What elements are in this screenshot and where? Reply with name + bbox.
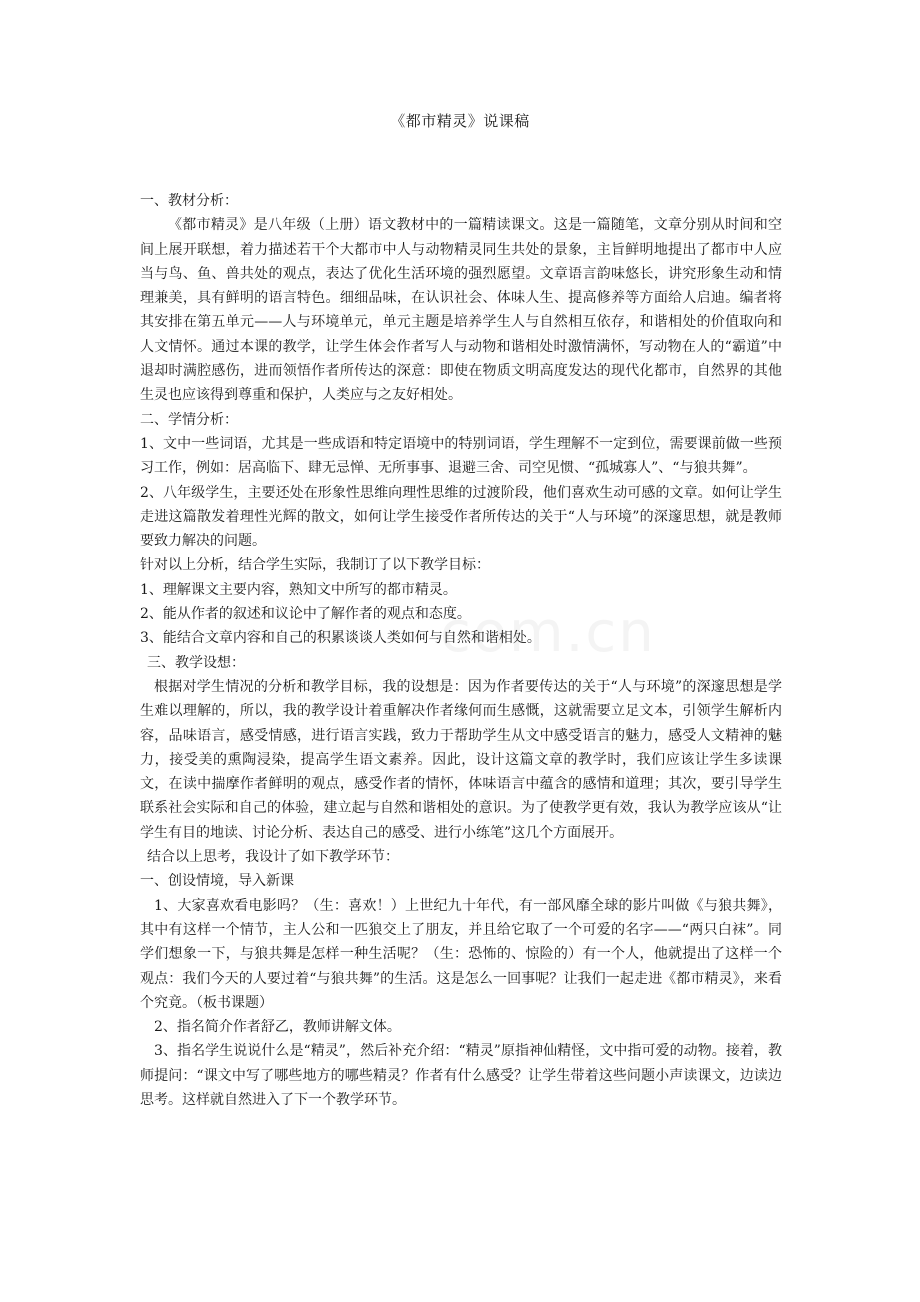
section-heading-materials: 一、教材分析： (140, 193, 238, 209)
watermark: com.cn (440, 600, 656, 665)
section-heading-design: 三、教学设想： (147, 654, 245, 671)
step-1-item-1: 1、大家喜欢看电影吗？（生：喜欢！）上世纪九十年代，有一部风靡全球的影片叫做《与狼共舞》，其中有这样一个情节，主人公和一匹狼交上了朋友，并且给它取了一个可爱的名字——“两只白袜”。同学们想象一下，与狼共舞是怎样一种生活呢？（生：恐怖的、惊险的）有一个人，他就提出了这样一个观点：我们今天的人要过着“与狼共舞”的生活。这是怎么一回事呢？让我们一起走进《都市精灵》，来看个究竟。（板书课题） (140, 897, 782, 1011)
document-body (140, 189, 782, 1112)
goal-item-3: 3、能结合文章内容和自己的积累谈谈人类如何与自然和谐相处。 (140, 630, 541, 647)
document-title: 《都市精灵》说课稿 (390, 112, 530, 130)
goal-item-1: 1、理解课文主要内容，熟知文中所写的都市精灵。 (140, 581, 457, 598)
paragraph-design: 根据对学生情况的分析和教学目标，我的设想是：因为作者要传达的关于“人与环境”的深邃思想是学生难以理解的，所以，我的教学设计着重解决作者缘何而生感慨，这就需要立足文本，引领学生解析内容，品味语言，感受情感，进行语言实践，致力于帮助学生从文中感受语言的魅力，感受人文精神的魅力，接受美的熏陶浸染，提高学生语文素养。因此，设计这篇文章的教学时，我们应该让学生多读课文，在读中揣摩作者鲜明的观点，感受作者的情怀，体味语言中蕴含的感情和道理；其次，要引导学生联系社会实际和自己的体验，建立起与自然和谐相处的意识。为了使教学更有效，我认为教学应该从“让学生有目的地读、讨论分析、表达自己的感受、进行小练笔”这几个方面展开。 (140, 678, 782, 841)
step-1-item-3: 3、指名学生说说什么是“精灵”，然后补充介绍：“精灵”原指神仙精怪，文中指可爱的动物。接着，教师提问：“课文中写了哪些地方的哪些精灵？作者有什么感受？让学生带着这些问题小声读课文，边读边思考。这样就自然进入了下一个教学环节。 (140, 1043, 782, 1108)
goal-item-2: 2、能从作者的叙述和议论中了解作者的观点和态度。 (140, 606, 471, 623)
paragraph-students-2: 2、八年级学生，主要还处在形象性思维向理性思维的过渡阶段，他们喜欢生动可感的文章。如何让学生走进这篇散发着理性光辉的散文，如何让学生接受作者所传达的关于“人与环境”的深邃思想，就是教师要致力解决的问题。 (140, 484, 782, 550)
step-1-item-2: 2、指名简介作者舒乙，教师讲解文体。 (154, 1019, 401, 1036)
paragraph-students-1: 1、文中一些词语，尤其是一些成语和特定语境中的特别词语，学生理解不一定到位，需要课前做一些预习工作，例如：居高临下、肆无忌惮、无所事事、退避三舍、司空见惯、“孤城寡人”、“与狼共舞”。 (140, 435, 782, 477)
paragraph-materials-analysis: 《都市精灵》是八年级（上册）语文教材中的一篇精读课文。这是一篇随笔，文章分别从时间和空间上展开联想，着力描述若干个大都市中人与动物精灵同生共处的景象，主旨鲜明地提出了都市中人应当与鸟、鱼、兽共处的观点，表达了优化生活环境的强烈愿望。文章语言韵味悠长，讲究形象生动和情理兼美，具有鲜明的语言特色。细细品味，在认识社会、体味人生、提高修养等方面给人启迪。编者将其安排在第五单元——人与环境单元，单元主题是培养学生人与自然相互依存，和谐相处的价值取向和人文情怀。通过本课的教学，让学生体会作者写人与动物和谐相处时激情满怀，写动物在人的“霸道”中退却时满腔感伤，进而领悟作者所传达的深意：即使在物质文明高度发达的现代化都市，自然界的其他生灵也应该得到尊重和保护，人类应与之友好相处。 (140, 217, 782, 404)
paragraph-steps-intro: 结合以上思考，我设计了如下教学环节： (147, 849, 399, 866)
section-heading-students: 二、学情分析： (140, 411, 238, 428)
step-heading-1: 一、创设情境，导入新课 (140, 873, 294, 890)
paragraph-goals-intro: 针对以上分析，结合学生实际，我制订了以下教学目标： (140, 557, 490, 574)
